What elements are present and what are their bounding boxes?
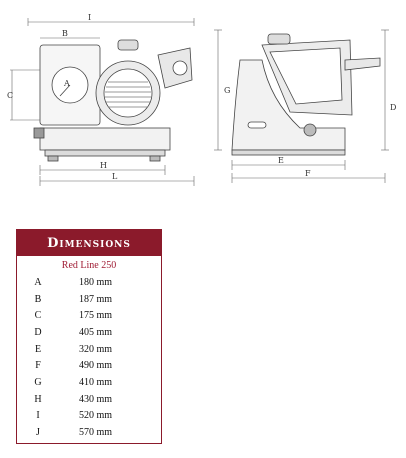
dimension-key: B [34, 293, 42, 305]
dimension-value: 175 mm [79, 310, 113, 322]
dimension-key: D [34, 326, 42, 338]
label-a: A [64, 79, 70, 88]
dimension-row [17, 274, 161, 291]
label-d: D [390, 103, 397, 112]
dimension-value: 490 mm [79, 360, 113, 372]
dimensions-title: Dimensions [17, 230, 161, 256]
label-c: C [7, 91, 14, 100]
label-f: F [305, 169, 311, 178]
dimension-value: 405 mm [79, 326, 113, 338]
dimension-row [17, 341, 161, 358]
technical-drawings [0, 0, 406, 200]
dimension-key: F [35, 360, 41, 372]
dimension-key: H [34, 393, 42, 405]
label-i: I [88, 13, 92, 22]
dimension-key: J [36, 427, 40, 439]
front-view-drawing [34, 40, 192, 161]
dimension-row [17, 324, 161, 341]
dimension-row [17, 357, 161, 374]
dimension-row [17, 424, 161, 441]
dimension-value: 320 mm [79, 343, 113, 355]
label-e: E [278, 156, 284, 165]
dimension-key: G [34, 376, 42, 388]
dimension-row [17, 374, 161, 391]
dimension-key: E [34, 343, 42, 355]
dimension-row [17, 307, 161, 324]
dimension-value: 410 mm [79, 376, 113, 388]
dimension-key: I [36, 410, 40, 422]
dimension-row [17, 391, 161, 408]
dimension-row [17, 408, 161, 425]
dimension-row [17, 291, 161, 308]
model-name: Red Line 250 [61, 260, 117, 271]
label-l: L [112, 172, 118, 181]
dimension-value: 187 mm [79, 293, 113, 305]
dimensions-table [16, 229, 162, 444]
dimension-rows [17, 274, 161, 441]
label-b: B [62, 29, 68, 38]
dimension-key: A [34, 276, 42, 288]
dimension-value: 430 mm [79, 393, 113, 405]
side-view-drawing [232, 34, 380, 155]
label-h: H [100, 161, 107, 170]
dimension-value: 520 mm [79, 410, 113, 422]
slicer-drawings-svg [0, 0, 406, 200]
label-g: G [224, 86, 231, 95]
dimension-value: 570 mm [79, 427, 113, 439]
dimension-value: 180 mm [79, 276, 113, 288]
dimension-key: C [34, 310, 42, 322]
